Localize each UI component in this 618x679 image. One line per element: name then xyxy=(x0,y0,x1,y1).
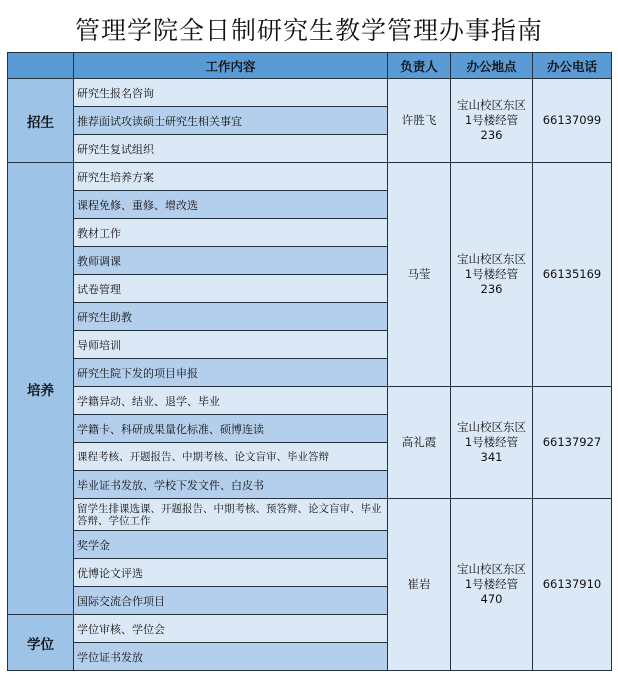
location-line: 1号楼经管 xyxy=(464,267,519,281)
work-item: 国际交流合作项目 xyxy=(74,587,388,615)
work-item: 学位审核、学位会 xyxy=(74,615,388,643)
table-row xyxy=(8,79,612,107)
work-item: 学籍异动、结业、退学、毕业 xyxy=(74,387,388,415)
location-cell xyxy=(451,79,533,163)
work-item: 优博论文评选 xyxy=(74,559,388,587)
category-xuewei: 学位 xyxy=(8,615,74,671)
location-line: 236 xyxy=(480,128,503,142)
work-item: 研究生报名咨询 xyxy=(74,79,388,107)
location-line: 宝山校区东区 xyxy=(457,562,526,576)
person-cell: 崔岩 xyxy=(388,499,451,671)
header-phone: 办公电话 xyxy=(533,53,612,79)
location-line: 236 xyxy=(480,282,503,296)
location-line: 1号楼经管 xyxy=(464,113,519,127)
header-person: 负责人 xyxy=(388,53,451,79)
work-item: 留学生排课选课、开题报告、中期考核、预答辩、论文盲审、毕业答辩、学位工作 xyxy=(74,499,388,531)
category-peiyang: 培养 xyxy=(8,163,74,615)
table-row xyxy=(8,387,612,415)
person-cell: 许胜飞 xyxy=(388,79,451,163)
location-line: 470 xyxy=(480,592,503,606)
location-cell xyxy=(451,163,533,387)
header-row xyxy=(8,53,612,79)
work-item: 教师调课 xyxy=(74,247,388,275)
location-cell xyxy=(451,387,533,499)
header-category xyxy=(8,53,74,79)
work-item: 教材工作 xyxy=(74,219,388,247)
guide-table xyxy=(7,52,612,671)
work-item: 推荐面试攻读硕士研究生相关事宜 xyxy=(74,107,388,135)
table-row xyxy=(8,499,612,531)
work-item: 研究生助教 xyxy=(74,303,388,331)
person-cell: 高礼霞 xyxy=(388,387,451,499)
work-item: 研究生院下发的项目申报 xyxy=(74,359,388,387)
phone-cell: 66135169 xyxy=(533,163,612,387)
location-line: 宝山校区东区 xyxy=(457,420,526,434)
phone-cell: 66137927 xyxy=(533,387,612,499)
work-item: 学位证书发放 xyxy=(74,643,388,671)
work-item: 研究生复试组织 xyxy=(74,135,388,163)
header-location: 办公地点 xyxy=(451,53,533,79)
work-item: 课程考核、开题报告、中期考核、论文盲审、毕业答辩 xyxy=(74,443,388,471)
work-item: 学籍卡、科研成果量化标准、硕博连读 xyxy=(74,415,388,443)
category-zhaosheng: 招生 xyxy=(8,79,74,163)
page-title: 管理学院全日制研究生教学管理办事指南 xyxy=(74,16,543,45)
header-work-content: 工作内容 xyxy=(74,53,388,79)
location-line: 宝山校区东区 xyxy=(457,252,526,266)
table-row xyxy=(8,163,612,191)
location-line: 341 xyxy=(480,450,503,464)
location-line: 宝山校区东区 xyxy=(457,98,526,112)
work-item: 奖学金 xyxy=(74,531,388,559)
work-item: 试卷管理 xyxy=(74,275,388,303)
location-line: 1号楼经管 xyxy=(464,435,519,449)
work-item: 课程免修、重修、增改选 xyxy=(74,191,388,219)
location-cell xyxy=(451,499,533,671)
work-item: 导师培训 xyxy=(74,331,388,359)
phone-cell: 66137910 xyxy=(533,499,612,671)
person-cell: 马莹 xyxy=(388,163,451,387)
location-line: 1号楼经管 xyxy=(464,577,519,591)
work-item: 研究生培养方案 xyxy=(74,163,388,191)
phone-cell: 66137099 xyxy=(533,79,612,163)
work-item: 毕业证书发放、学校下发文件、白皮书 xyxy=(74,471,388,499)
